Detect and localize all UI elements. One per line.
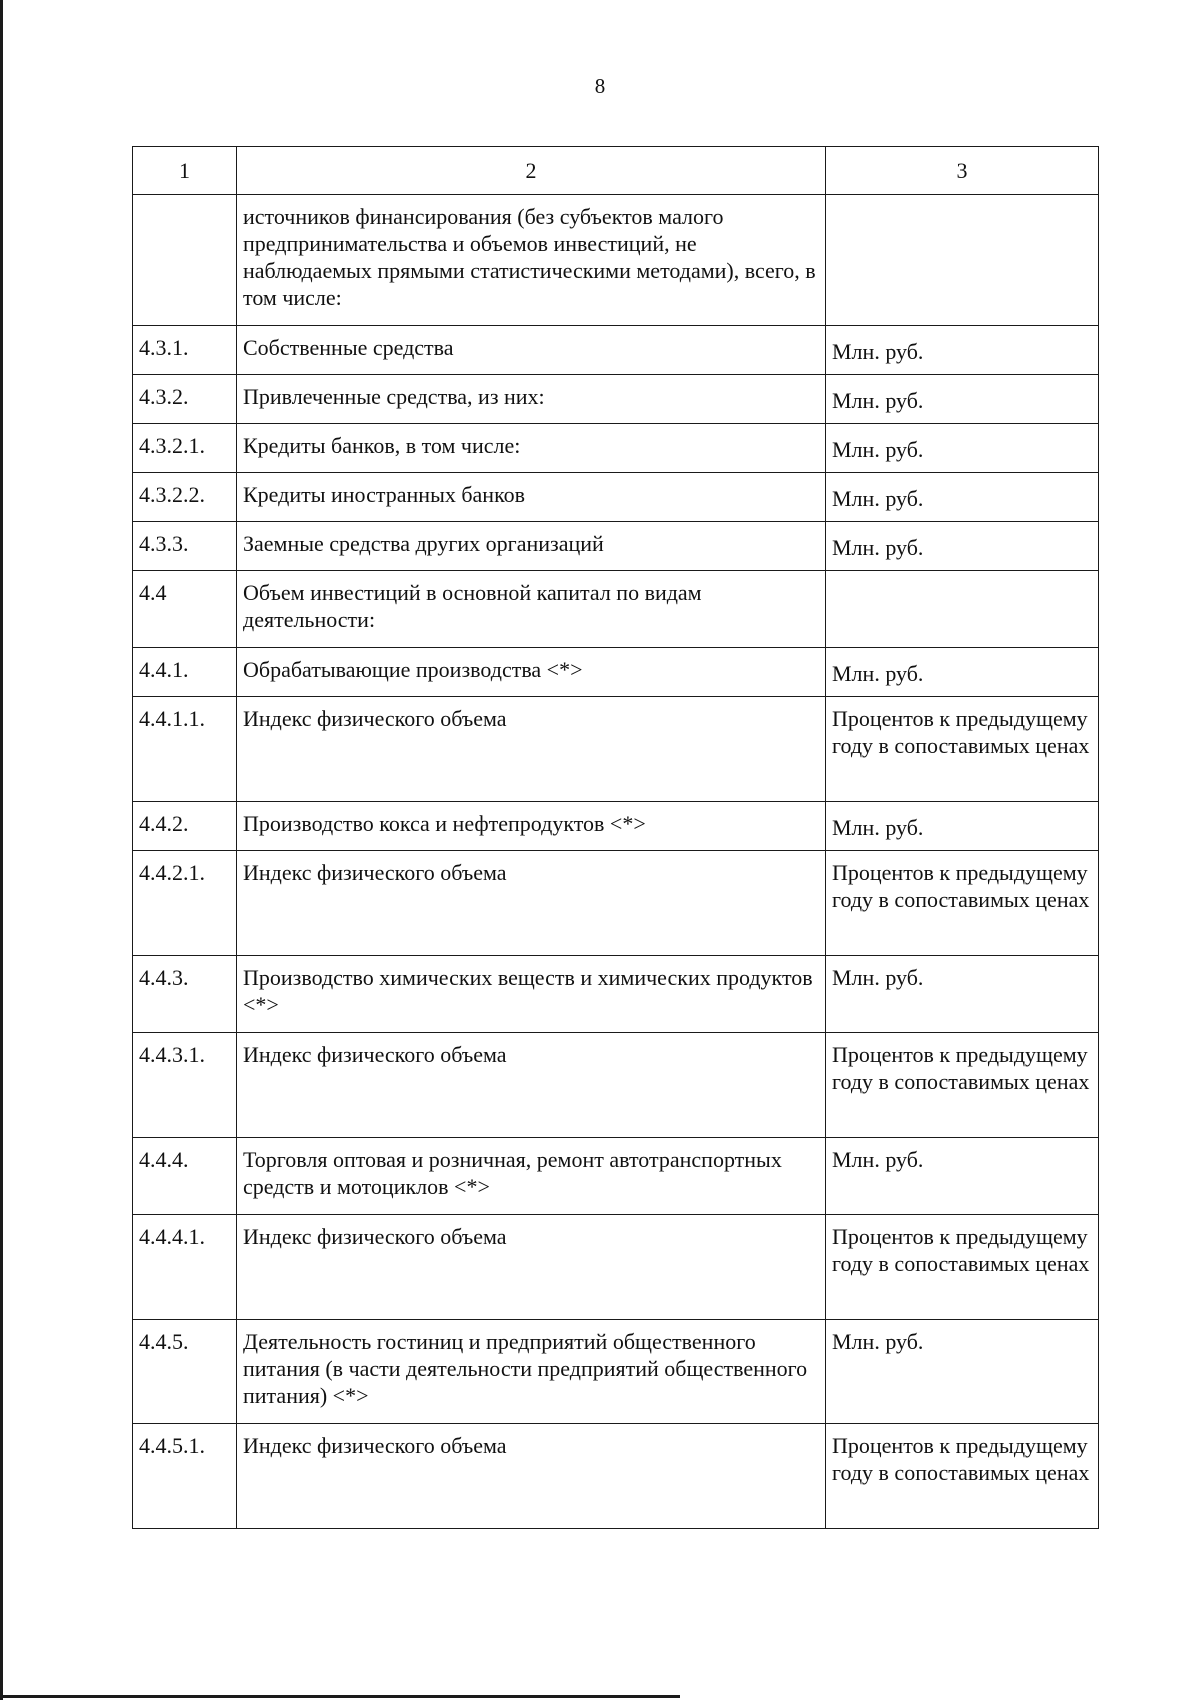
- row-unit: Млн. руб.: [826, 802, 1099, 851]
- row-unit: Млн. руб.: [826, 522, 1099, 571]
- scan-edge-bottom: [0, 1695, 680, 1698]
- row-unit: Млн. руб.: [826, 473, 1099, 522]
- row-number: 4.3.1.: [133, 326, 237, 375]
- row-number: 4.4.5.1.: [133, 1424, 237, 1529]
- row-number: 4.4.4.1.: [133, 1215, 237, 1320]
- scan-edge-left: [0, 0, 3, 1700]
- column-header-2: 2: [237, 147, 826, 195]
- row-number: 4.4.1.1.: [133, 697, 237, 802]
- table-row: [133, 195, 1099, 326]
- row-indicator: источников финансирования (без субъектов малого предпринимательства и объемов инвестиций, не наблюдаемых прямыми статистическими методами), всего, в том числе:: [237, 195, 826, 326]
- row-indicator: Индекс физического объема: [237, 1424, 826, 1529]
- column-header-3: 3: [826, 147, 1099, 195]
- table-body: [133, 147, 1099, 1529]
- row-indicator: Деятельность гостиниц и предприятий общественного питания (в части деятельности предприятий общественного питания) <*>: [237, 1320, 826, 1424]
- table-row: [133, 473, 1099, 522]
- row-unit: Процентов к предыдущему году в сопоставимых ценах: [826, 851, 1099, 956]
- row-unit: Процентов к предыдущему году в сопоставимых ценах: [826, 697, 1099, 802]
- table-row: [133, 1138, 1099, 1215]
- table-row: [133, 375, 1099, 424]
- row-number: 4.4.3.: [133, 956, 237, 1033]
- row-indicator: Привлеченные средства, из них:: [237, 375, 826, 424]
- column-header-1: 1: [133, 147, 237, 195]
- table-row: [133, 522, 1099, 571]
- row-number: 4.4.4.: [133, 1138, 237, 1215]
- table-row: [133, 326, 1099, 375]
- row-unit: Млн. руб.: [826, 1138, 1099, 1215]
- row-unit: Млн. руб.: [826, 648, 1099, 697]
- row-indicator: Производство химических веществ и химических продуктов <*>: [237, 956, 826, 1033]
- row-unit: Процентов к предыдущему году в сопоставимых ценах: [826, 1215, 1099, 1320]
- indicators-table: [132, 146, 1099, 1529]
- table-row: [133, 571, 1099, 648]
- row-number: 4.3.2.2.: [133, 473, 237, 522]
- row-indicator: Индекс физического объема: [237, 1215, 826, 1320]
- row-unit: Млн. руб.: [826, 956, 1099, 1033]
- row-indicator: Индекс физического объема: [237, 697, 826, 802]
- table-row: [133, 697, 1099, 802]
- row-indicator: Обрабатывающие производства <*>: [237, 648, 826, 697]
- table-row: [133, 1215, 1099, 1320]
- row-number: 4.4.1.: [133, 648, 237, 697]
- row-unit: Млн. руб.: [826, 375, 1099, 424]
- table-row: [133, 648, 1099, 697]
- table-row: [133, 802, 1099, 851]
- page-number: 8: [594, 74, 606, 98]
- table-header-row: [133, 147, 1099, 195]
- row-unit: Млн. руб.: [826, 424, 1099, 473]
- row-number: [133, 195, 237, 326]
- row-indicator: Кредиты иностранных банков: [237, 473, 826, 522]
- row-indicator: Индекс физического объема: [237, 851, 826, 956]
- row-number: 4.3.3.: [133, 522, 237, 571]
- row-indicator: Кредиты банков, в том числе:: [237, 424, 826, 473]
- table-row: [133, 1320, 1099, 1424]
- table-row: [133, 1424, 1099, 1529]
- table-row: [133, 424, 1099, 473]
- table-row: [133, 1033, 1099, 1138]
- row-number: 4.4: [133, 571, 237, 648]
- row-number: 4.4.2.1.: [133, 851, 237, 956]
- row-number: 4.3.2.: [133, 375, 237, 424]
- row-number: 4.4.3.1.: [133, 1033, 237, 1138]
- row-indicator: Производство кокса и нефтепродуктов <*>: [237, 802, 826, 851]
- row-unit: [826, 195, 1099, 326]
- row-indicator: Собственные средства: [237, 326, 826, 375]
- row-unit: [826, 571, 1099, 648]
- row-unit: Процентов к предыдущему году в сопоставимых ценах: [826, 1424, 1099, 1529]
- row-indicator: Объем инвестиций в основной капитал по видам деятельности:: [237, 571, 826, 648]
- row-unit: Процентов к предыдущему году в сопоставимых ценах: [826, 1033, 1099, 1138]
- row-unit: Млн. руб.: [826, 326, 1099, 375]
- row-indicator: Индекс физического объема: [237, 1033, 826, 1138]
- row-number: 4.3.2.1.: [133, 424, 237, 473]
- row-number: 4.4.2.: [133, 802, 237, 851]
- row-unit: Млн. руб.: [826, 1320, 1099, 1424]
- row-indicator: Заемные средства других организаций: [237, 522, 826, 571]
- table-row: [133, 956, 1099, 1033]
- row-indicator: Торговля оптовая и розничная, ремонт автотранспортных средств и мотоциклов <*>: [237, 1138, 826, 1215]
- row-number: 4.4.5.: [133, 1320, 237, 1424]
- table-row: [133, 851, 1099, 956]
